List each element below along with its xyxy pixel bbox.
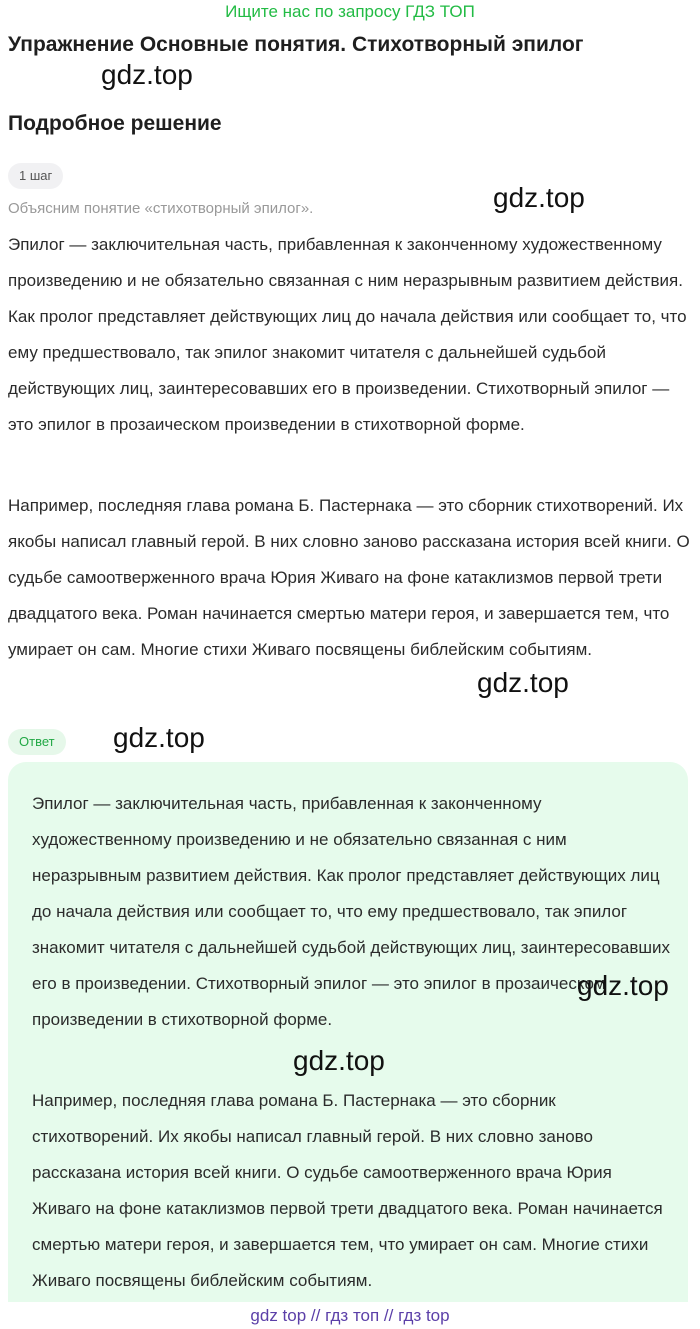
search-banner[interactable]: Ищите нас по запросу ГДЗ ТОП: [225, 2, 475, 21]
answer-paragraph: Эпилог — заключительная часть, прибавленная к законченному художественному произведению и не обязательно связанная с ним неразрывным развитием действия. Как пролог представляет действующих лиц до начала действия или сообщает то, что ему предшествовало, так эпилог знакомит читателя с дальнейшей судьбой действующих лиц, заинтересовавших его в произведении. Стихотворный эпилог — это эпилог в прозаическом произведении в стихотворной форме.: [32, 794, 670, 1029]
step-badge: 1 шаг: [8, 163, 63, 189]
watermark: gdz.top: [101, 59, 193, 90]
step-hint: Объясним понятие «стихотворный эпилог».: [8, 200, 314, 217]
page-title: Упражнение Основные понятия. Стихотворный эпилог: [8, 33, 584, 56]
watermark: gdz.top: [293, 1045, 385, 1076]
section-title: Подробное решение: [8, 112, 222, 135]
answer-badge: Ответ: [8, 729, 66, 755]
step-paragraph: Например, последняя глава романа Б. Пастернака — это сборник стихотворений. Их якобы написал главный герой. В них словно заново рассказана история всей книги. О судьбе самоотверженного врача Юрия Живаго на фоне катаклизмов первой трети двадцатого века. Роман начинается смертью матери героя, и завершается тем, что умирает он сам. Многие стихи Живаго посвящены библейским событиям.: [8, 496, 690, 659]
watermark: gdz.top: [577, 970, 669, 1001]
watermark: gdz.top: [477, 667, 569, 698]
watermark: gdz.top: [113, 722, 205, 753]
answer-paragraph: Например, последняя глава романа Б. Пастернака — это сборник стихотворений. Их якобы написал главный герой. В них словно заново рассказана история всей книги. О судьбе самоотверженного врача Юрия Живаго на фоне катаклизмов первой трети двадцатого века. Роман начинается смертью матери героя, и завершается тем, что умирает он сам. Многие стихи Живаго посвящены библейским событиям.: [32, 1091, 663, 1290]
footer-links[interactable]: gdz top // гдз топ // гдз top: [0, 1302, 700, 1329]
step-paragraph: Эпилог — заключительная часть, прибавленная к законченному художественному произведению и не обязательно связанная с ним неразрывным развитием действия. Как пролог представляет действующих лиц до начала действия или сообщает то, что ему предшествовало, так эпилог знакомит читателя с дальнейшей судьбой действующих лиц, заинтересовавших его в произведении. Стихотворный эпилог — это эпилог в прозаическом произведении в стихотворной форме.: [8, 235, 687, 434]
watermark: gdz.top: [493, 182, 585, 213]
